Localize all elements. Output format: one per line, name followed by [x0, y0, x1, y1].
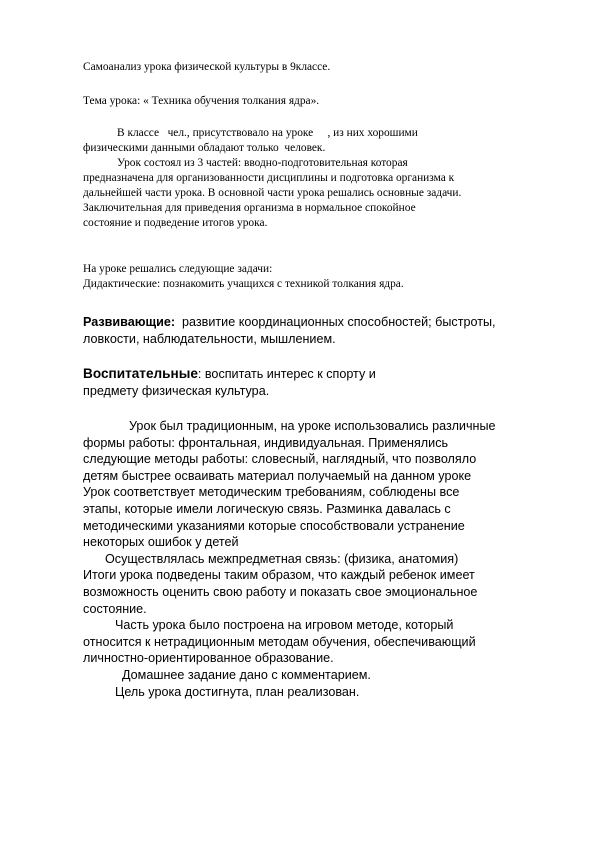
developing-text: развитие координационных способностей; быстроты, — [175, 315, 496, 329]
educational-line: предмету физическая культура. — [83, 383, 270, 398]
intro-paragraph — [83, 126, 553, 231]
educational-label: Воспитательные — [83, 366, 198, 381]
analysis-line: следующие методы работы: словесный, наглядный, что позволяло — [83, 452, 477, 467]
tasks-line: На уроке решались следующие задачи: — [83, 263, 273, 275]
analysis-line: личностно-ориентированное образование. — [83, 651, 334, 666]
topic-line: Тема урока: « Техника обучения толкания ядра». — [83, 95, 320, 107]
educational-text: : воспитать интерес к спорту и — [197, 367, 376, 381]
intro-line: В классе чел., присутствовало на уроке , из них хорошими — [117, 127, 418, 139]
developing-line — [83, 314, 553, 331]
analysis-line: детям быстрее осваивать материал получаемый на данном уроке — [83, 468, 472, 483]
analysis-line: Итоги урока подведены таким образом, что каждый ребенок имеет — [83, 568, 475, 583]
intro-line: Урок состоял из 3 частей: вводно-подготовительная которая — [117, 157, 408, 169]
developing-goals — [83, 314, 553, 347]
analysis-line: формы работы: фронтальная, индивидуальная. Применялись — [83, 435, 449, 450]
analysis-line: Урок был традиционным, на уроке использовались различные — [129, 419, 496, 433]
document-title — [83, 60, 553, 75]
analysis-line: относится к нетрадиционным методам обучения, обеспечивающий — [83, 634, 476, 649]
intro-line: состояние и подведение итогов урока. — [83, 217, 268, 229]
analysis-line: некоторых ошибок у детей — [83, 535, 239, 550]
educational-goals — [83, 366, 553, 399]
analysis-line: состояние. — [83, 601, 147, 616]
intro-line: дальнейшей части урока. В основной части урока решались основные задачи. — [83, 187, 462, 199]
tasks-line: Дидактические: познакомить учащихся с техникой толкания ядра. — [83, 278, 404, 290]
analysis-paragraph — [83, 418, 553, 700]
analysis-line: этапы, которые имели логическую связь. Разминка давалась с — [83, 501, 451, 516]
title-line: Самоанализ урока физической культуры в 9классе. — [83, 61, 331, 73]
analysis-line: Осуществлялась межпредметная связь: (физика, анатомия) — [105, 551, 459, 566]
tasks-block — [83, 262, 553, 292]
analysis-line: Цель урока достигнута, план реализован. — [115, 684, 360, 699]
developing-label: Развивающие: — [83, 315, 176, 329]
lesson-topic — [83, 94, 553, 109]
educational-line — [83, 366, 553, 383]
analysis-line: Домашнее задание дано с комментарием. — [122, 667, 371, 682]
analysis-line: Урок соответствует методическим требованиям, соблюдены все — [83, 485, 460, 500]
analysis-line: возможность оценить свою работу и показать свое эмоциональное — [83, 584, 478, 599]
intro-line: предназначена для организованности дисциплины и подготовка организма к — [83, 172, 455, 184]
analysis-line: Часть урока было построена на игровом методе, который — [115, 618, 454, 633]
developing-line: ловкости, наблюдательности, мышлением. — [83, 331, 336, 346]
analysis-line: методическими указаниями которые способствовали устранение — [83, 518, 465, 533]
intro-line: физическими данными обладают только человек. — [83, 142, 326, 154]
intro-line: Заключительная для приведения организма в нормальное спокойное — [83, 202, 416, 214]
